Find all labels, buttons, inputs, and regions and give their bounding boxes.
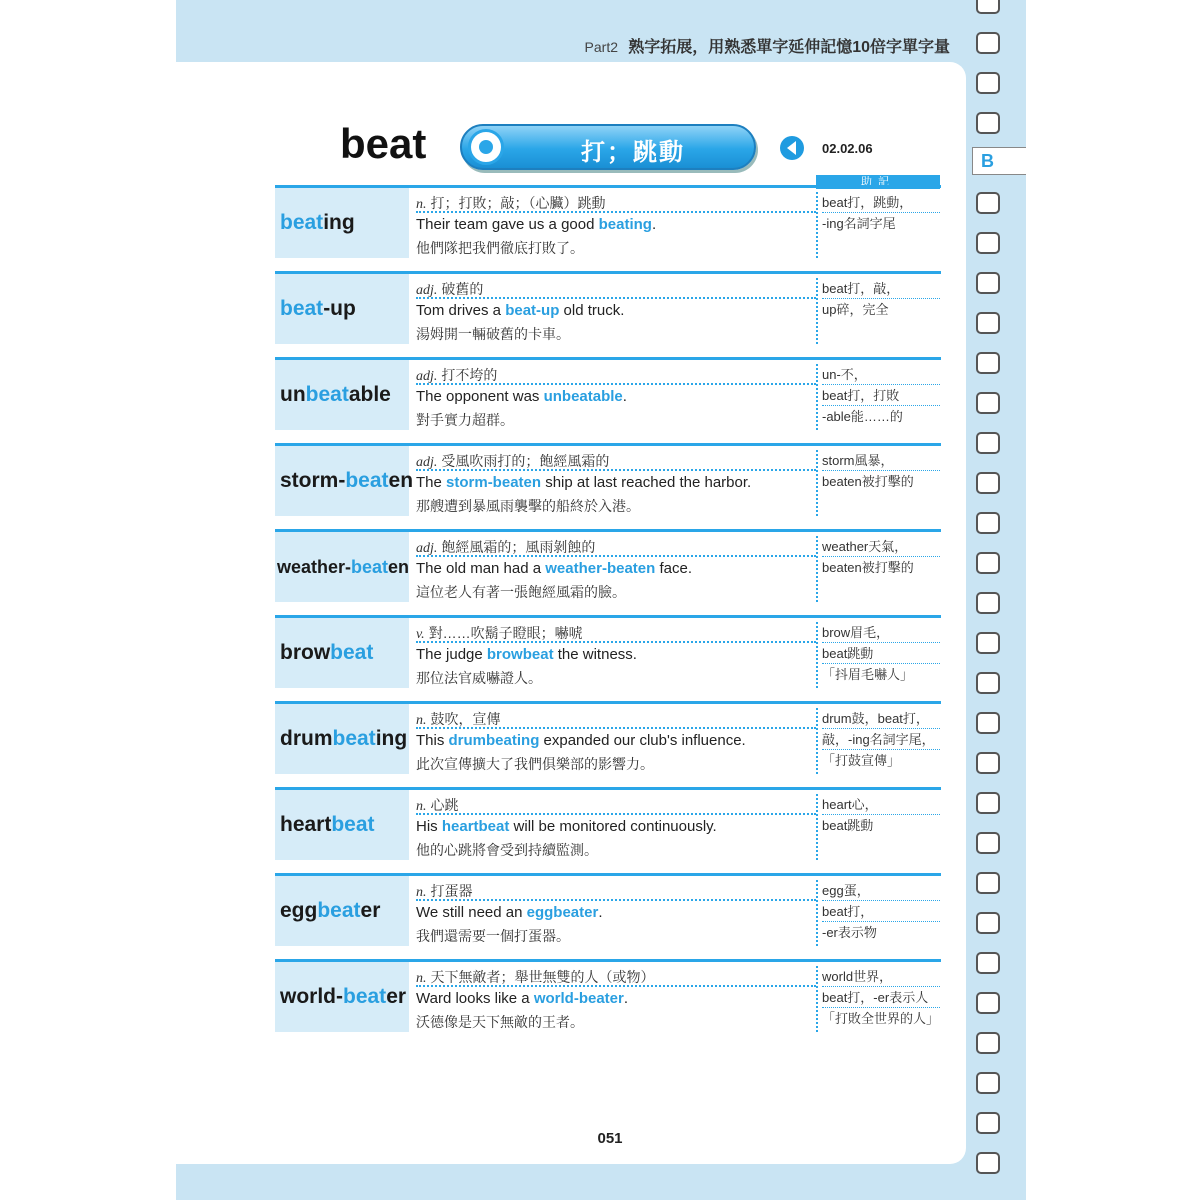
example-keyword: storm-beaten (446, 474, 542, 491)
word-root-highlight: beat (305, 383, 349, 406)
example-translation: 那艘遭到暴風雨襲擊的船終於入港。 (416, 498, 640, 514)
word-root-highlight: beat (280, 297, 324, 320)
part-of-speech: n. (416, 799, 427, 814)
definition-text: 鼓吹，宣傳 (430, 711, 501, 727)
binding-ring (976, 1072, 1000, 1094)
example-keyword: browbeat (486, 646, 554, 663)
word-root-highlight: beat (317, 899, 361, 922)
word-entry (275, 959, 941, 1045)
example-sentence (416, 474, 751, 491)
example-text: . (598, 904, 603, 921)
word-root-highlight: beat (343, 985, 387, 1008)
example-sentence (416, 646, 637, 663)
binding-ring (976, 272, 1000, 294)
example-text: The judge (416, 646, 487, 663)
example-text: face. (655, 560, 692, 577)
mnemonic-line: 「抖眉毛嚇人」 (822, 667, 914, 682)
definition-line (416, 537, 816, 557)
word-entry (275, 787, 941, 873)
binding-ring (976, 952, 1000, 974)
example-text: We still need an (416, 904, 527, 921)
entry-definition (414, 188, 814, 258)
word-affix: brow (280, 641, 331, 664)
mnemonic-line: egg蛋， (822, 880, 940, 901)
example-text: old truck. (559, 302, 625, 319)
binding-ring (976, 672, 1000, 694)
example-keyword: eggbeater (526, 904, 599, 921)
part-of-speech: n. (416, 885, 427, 900)
example-text: The opponent was (416, 388, 544, 405)
example-text: will be monitored continuously. (509, 818, 717, 835)
word-affix: world- (280, 985, 343, 1008)
mnemonic-line: world世界， (822, 966, 940, 987)
binding-ring (976, 1152, 1000, 1174)
mnemonic-column-label: 助記 (816, 175, 940, 189)
mnemonic-line: beat打，-er表示人 (822, 987, 940, 1008)
mnemonic-notes (816, 192, 940, 258)
definition-text: 打不垮的 (441, 367, 498, 383)
word-root-highlight: beat (331, 813, 375, 836)
mnemonic-line: -able能……的 (822, 409, 903, 424)
mnemonic-line: beaten被打擊的 (822, 560, 914, 575)
entry-word (275, 274, 409, 344)
mnemonic-line: un-不， (822, 364, 940, 385)
example-keyword: beat-up (505, 302, 560, 319)
binding-ring (976, 192, 1000, 214)
headword-meaning: 打；跳動 (581, 139, 685, 166)
example-translation: 湯姆開一輛破舊的卡車。 (416, 326, 570, 342)
definition-text: 打蛋器 (430, 883, 473, 899)
mnemonic-line: storm風暴， (822, 450, 940, 471)
meaning-banner (460, 124, 756, 170)
audio-track-code: 02.02.06 (822, 141, 873, 156)
definition-text: 破舊的 (441, 281, 484, 297)
definition-line (416, 967, 816, 987)
binding-ring (976, 792, 1000, 814)
example-translation: 此次宣傳擴大了我們俱樂部的影響力。 (416, 756, 654, 772)
binding-ring (976, 872, 1000, 894)
binding-ring (976, 232, 1000, 254)
chapter-title: 熟字拓展，用熟悉單字延伸記憶10倍字單字量 (628, 39, 950, 56)
entry-word (275, 962, 409, 1032)
mnemonic-line: beat跳動 (822, 818, 874, 833)
example-text: The old man had a (416, 560, 546, 577)
word-entry (275, 701, 941, 787)
mnemonic-notes (816, 622, 940, 688)
binding-ring (976, 32, 1000, 54)
word-affix: weather- (277, 556, 352, 577)
entry-definition (414, 962, 814, 1032)
binding-ring (976, 1112, 1000, 1134)
entry-definition (414, 360, 814, 430)
binding-ring (976, 1032, 1000, 1054)
definition-line (416, 795, 816, 815)
mnemonic-line: brow眉毛， (822, 622, 940, 643)
entry-definition (414, 618, 814, 688)
example-text: The (416, 474, 447, 491)
entry-word (275, 360, 409, 430)
word-affix: egg (280, 899, 318, 922)
example-translation: 我們還需要一個打蛋器。 (416, 928, 570, 944)
word-root-highlight: beat (351, 556, 389, 577)
word-affix: un (280, 383, 306, 406)
definition-text: 天下無敵者；舉世無雙的人（或物） (430, 969, 655, 985)
word-root-highlight: beat (332, 727, 376, 750)
binding-ring (976, 72, 1000, 94)
binding-ring (976, 0, 1000, 14)
mnemonic-notes (816, 708, 940, 774)
example-sentence (416, 990, 628, 1007)
entry-word (275, 188, 409, 258)
definition-line (416, 451, 816, 471)
binding-ring (976, 512, 1000, 534)
definition-text: 飽經風霜的；風雨剝蝕的 (441, 539, 596, 555)
entry-definition (414, 532, 814, 602)
mnemonic-line: -er表示物 (822, 925, 877, 940)
mnemonic-line: 「打敗全世界的人」 (822, 1011, 940, 1026)
definition-text: 對……吹鬍子瞪眼；嚇唬 (428, 625, 583, 641)
entry-word (275, 532, 409, 602)
example-text: expanded our club's influence. (539, 732, 746, 749)
example-text: Tom drives a (416, 302, 506, 319)
example-sentence (416, 388, 627, 405)
example-sentence (416, 560, 692, 577)
mnemonic-line: beat跳動 (822, 643, 940, 664)
example-sentence (416, 302, 624, 319)
example-keyword: beating (598, 216, 652, 233)
example-text: This (416, 732, 449, 749)
example-keyword: world-beater (533, 990, 624, 1007)
binding-ring (976, 992, 1000, 1014)
mnemonic-line: drum鼓，beat打， (822, 708, 940, 729)
entry-word (275, 790, 409, 860)
mnemonic-notes (816, 966, 940, 1032)
entry-definition (414, 790, 814, 860)
binding-ring (976, 712, 1000, 734)
binding-ring (976, 752, 1000, 774)
definition-line (416, 365, 816, 385)
example-sentence (416, 904, 603, 921)
mnemonic-notes (816, 536, 940, 602)
page-number: 051 (597, 1130, 623, 1147)
word-affix: storm- (280, 469, 346, 492)
mnemonic-notes (816, 794, 940, 860)
example-keyword: weather-beaten (545, 560, 656, 577)
example-text: the witness. (553, 646, 637, 663)
entry-definition (414, 274, 814, 344)
word-affix: ing (323, 211, 355, 234)
entry-definition (414, 876, 814, 946)
definition-text: 心跳 (430, 797, 459, 813)
example-sentence (416, 732, 746, 749)
definition-line (416, 709, 816, 729)
mnemonic-line: weather天氣， (822, 536, 940, 557)
example-sentence (416, 216, 656, 233)
example-translation: 沃德像是天下無敵的王者。 (416, 1014, 584, 1030)
mnemonic-line: beat打，敲， (822, 278, 940, 299)
mnemonic-notes (816, 364, 940, 430)
binding-ring (976, 552, 1000, 574)
part-label: Part2 (584, 39, 619, 55)
mnemonic-line: 敲，-ing名詞字尾， (822, 729, 940, 750)
letter-tab[interactable]: B (972, 147, 1026, 175)
word-entry (275, 443, 941, 529)
word-root-highlight: beat (330, 641, 374, 664)
definition-text: 受風吹雨打的；飽經風霜的 (441, 453, 610, 469)
part-of-speech: n. (416, 713, 427, 728)
word-entry (275, 873, 941, 959)
word-affix: drum (280, 727, 333, 750)
example-translation: 他們隊把我們徹底打敗了。 (416, 240, 584, 256)
binding-ring (976, 472, 1000, 494)
word-entry (275, 271, 941, 357)
binding-ring (976, 392, 1000, 414)
binding-ring (976, 632, 1000, 654)
definition-line (416, 193, 816, 213)
mnemonic-line: up碎，完全 (822, 302, 889, 317)
part-of-speech: adj. (416, 541, 438, 556)
entry-word (275, 704, 409, 774)
part-of-speech: adj. (416, 283, 438, 298)
example-translation: 對手實力超群。 (416, 412, 514, 428)
mnemonic-notes (816, 278, 940, 344)
mnemonic-line: beaten被打擊的 (822, 474, 914, 489)
example-text: His (416, 818, 442, 835)
running-header (176, 28, 966, 66)
definition-text: 打；打敗；敲；（心臟）跳動 (430, 195, 606, 211)
example-keyword: unbeatable (543, 388, 623, 405)
entry-list (275, 185, 941, 1045)
word-affix: heart (280, 813, 332, 836)
part-of-speech: adj. (416, 455, 438, 470)
mnemonic-line: beat打， (822, 901, 940, 922)
word-entry (275, 357, 941, 443)
part-of-speech: n. (416, 971, 427, 986)
word-entry (275, 185, 941, 271)
word-root-highlight: beat (345, 469, 389, 492)
mnemonic-line: -ing名詞字尾 (822, 216, 896, 231)
example-text: Ward looks like a (416, 990, 534, 1007)
mnemonic-line: beat打，打敗 (822, 385, 940, 406)
word-affix: able (348, 383, 391, 406)
audio-play-icon[interactable] (780, 136, 804, 160)
headword: beat (340, 120, 427, 167)
entry-definition (414, 704, 814, 774)
definition-line (416, 279, 816, 299)
part-of-speech: v. (416, 627, 425, 642)
part-of-speech: adj. (416, 369, 438, 384)
target-icon (468, 129, 504, 165)
word-affix: er (386, 985, 407, 1008)
mnemonic-notes (816, 880, 940, 946)
example-text: ship at last reached the harbor. (541, 474, 752, 491)
word-affix: -up (323, 297, 356, 320)
binding-ring (976, 312, 1000, 334)
mnemonic-line: beat打，跳動， (822, 192, 940, 213)
binding-ring (976, 832, 1000, 854)
binding-ring (976, 912, 1000, 934)
word-entry (275, 615, 941, 701)
part-of-speech: n. (416, 197, 427, 212)
binding-ring (976, 112, 1000, 134)
entry-word (275, 618, 409, 688)
example-keyword: drumbeating (448, 732, 540, 749)
entry-word (275, 876, 409, 946)
word-affix: en (388, 556, 410, 577)
word-affix: en (388, 469, 414, 492)
word-root-highlight: beat (280, 211, 324, 234)
binding-ring (976, 592, 1000, 614)
example-translation: 他的心跳將會受到持續監測。 (416, 842, 598, 858)
word-entry (275, 529, 941, 615)
example-sentence (416, 818, 717, 835)
example-translation: 那位法官威嚇證人。 (416, 670, 542, 686)
definition-line (416, 623, 816, 643)
example-translation: 這位老人有著一張飽經風霜的臉。 (416, 584, 626, 600)
mnemonic-line: heart心， (822, 794, 940, 815)
entry-definition (414, 446, 814, 516)
mnemonic-notes (816, 450, 940, 516)
example-text: . (651, 216, 657, 233)
example-text: Their team gave us a good (416, 216, 599, 233)
binding-ring (976, 352, 1000, 374)
binding-ring (976, 432, 1000, 454)
entry-word (275, 446, 414, 516)
definition-line (416, 881, 816, 901)
example-text: . (623, 990, 629, 1007)
word-affix: er (360, 899, 381, 922)
example-text: . (622, 388, 627, 405)
mnemonic-line: 「打鼓宣傳」 (822, 753, 901, 768)
example-keyword: heartbeat (441, 818, 510, 835)
word-affix: ing (375, 727, 408, 750)
